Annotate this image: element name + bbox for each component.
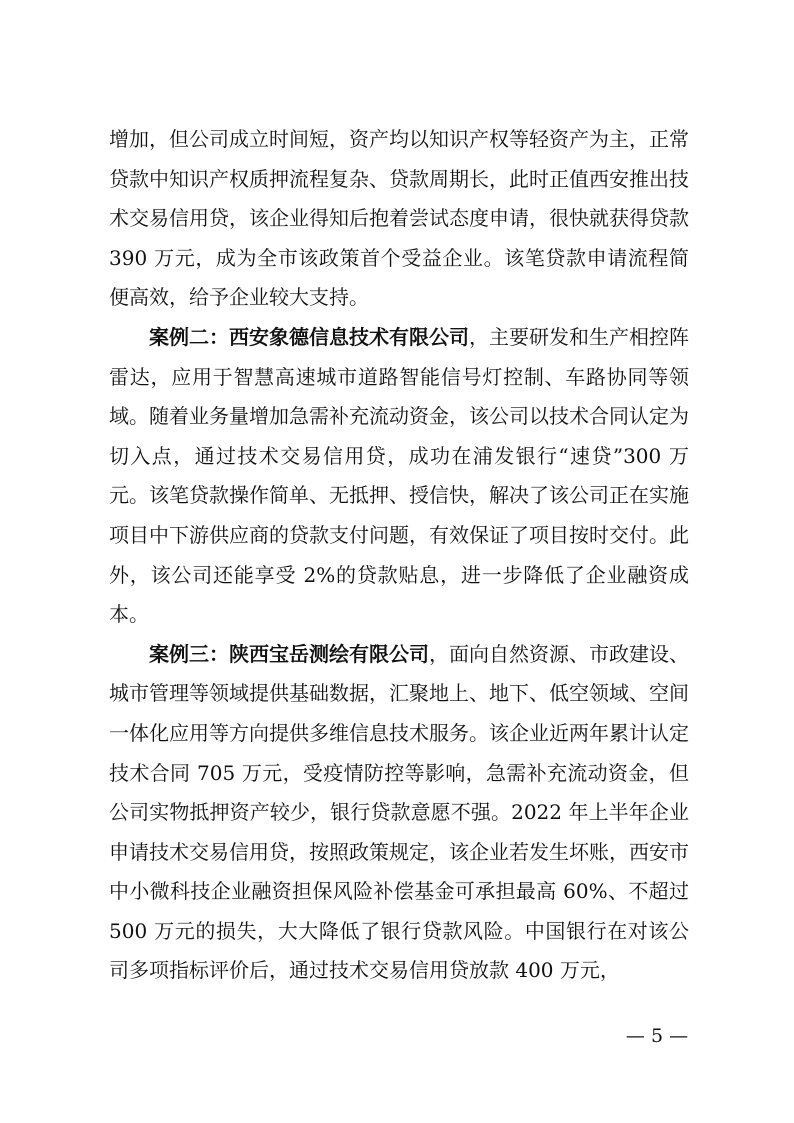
- case-two-heading: 案例二：西安象德信息技术有限公司: [149, 324, 469, 349]
- page-number: — 5 —: [625, 1025, 689, 1047]
- paragraph-case-three: [109, 635, 689, 991]
- paragraph-text: ，主要研发和生产相控阵雷达，应用于智慧高速城市道路智能信号灯控制、车路协同等领域。随着业务量增加急需补充流动资金，该公司以技术合同认定为切入点，通过技术交易信用贷，成功在浦发银行“速贷”300 万元。该笔贷款操作简单、无抵押、授信快，解决了该公司正在实施项目中下游供应商的贷款支付问题，有效保证了项目按时交付。此外，该公司还能享受 2%的贷款贴息，进一步降低了企业融资成本。: [109, 324, 689, 627]
- paragraph-case-two: [109, 318, 689, 635]
- body-text: [109, 120, 689, 991]
- paragraph-text: ，面向自然资源、市政建设、城市管理等领域提供基础数据，汇聚地上、地下、低空领域、空间一体化应用等方向提供多维信息技术服务。该企业近两年累计认定技术合同 705 万元，受疫情防控等影响，急需补充流动资金，但公司实物抵押资产较少，银行贷款意愿不强。2022 年上半年企业申请技术交易信用贷，按照政策规定，该企业若发生坏账，西安市中小微科技企业融资担保风险补偿基金可承担最高 60%、不超过 500 万元的损失，大大降低了银行贷款风险。中国银行在对该公司多项指标评价后，通过技术交易信用贷放款 400 万元，: [109, 641, 689, 983]
- paragraph-text: 增加，但公司成立时间短，资产均以知识产权等轻资产为主，正常贷款中知识产权质押流程复杂、贷款周期长，此时正值西安推出技术交易信用贷，该企业得知后抱着尝试态度申请，很快就获得贷款 390 万元，成为全市该政策首个受益企业。该笔贷款申请流程简便高效，给予企业较大支持。: [109, 127, 689, 310]
- paragraph-continuation: [109, 120, 689, 318]
- case-three-heading: 案例三：陕西宝岳测绘有限公司: [149, 641, 429, 666]
